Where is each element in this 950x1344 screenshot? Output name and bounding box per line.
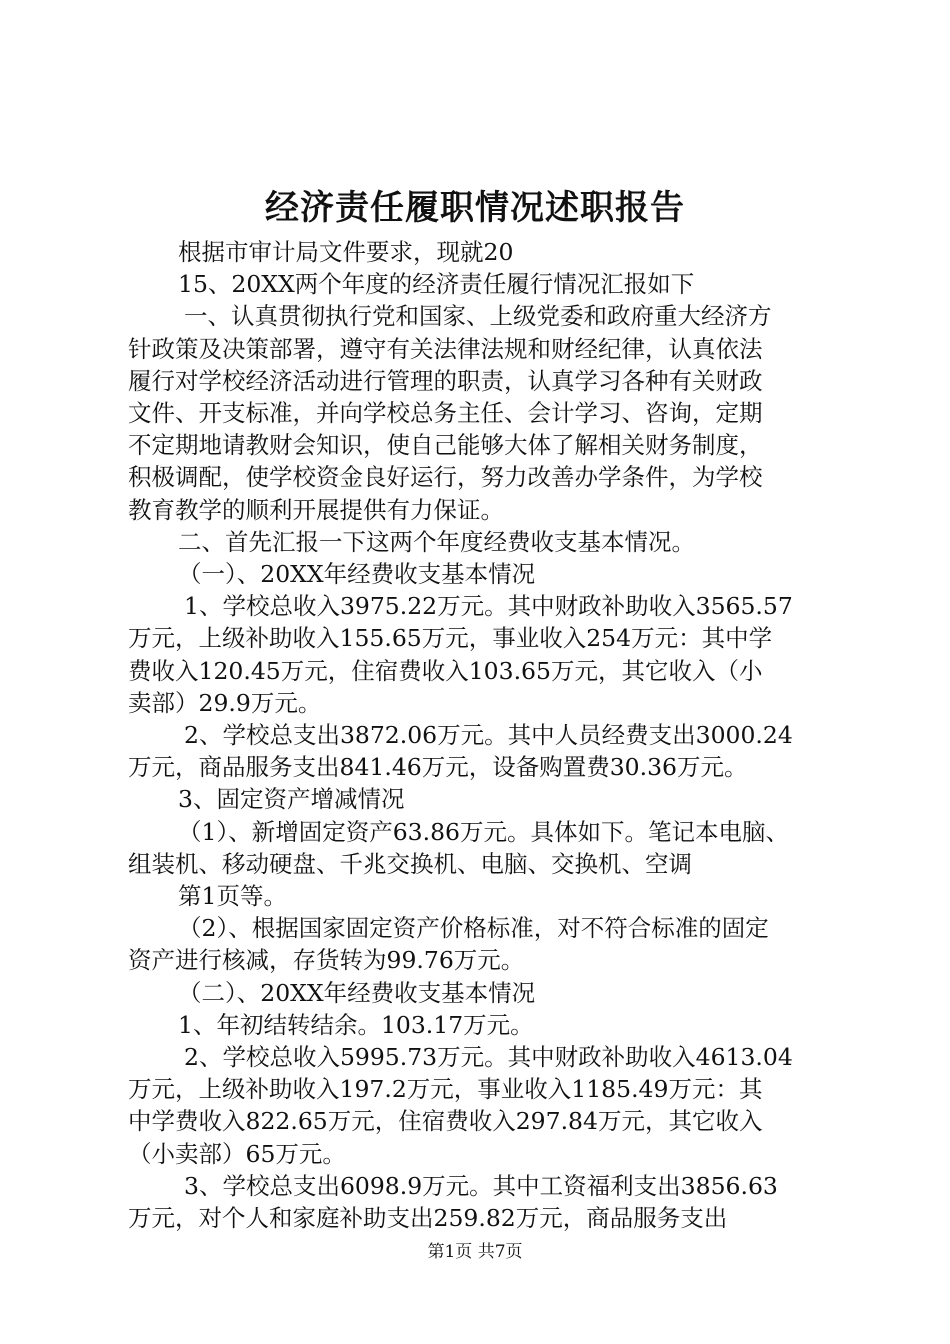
page-footer: 第1页 共7页 xyxy=(427,1242,523,1262)
body-line: 不定期地请教财会知识，使自己能够大体了解相关财务制度， xyxy=(128,431,763,460)
body-line: 费收入120.45万元，住宿费收入103.65万元，其它收入（小 xyxy=(128,656,763,685)
body-line: 1、年初结转结余。103.17万元。 xyxy=(178,1010,534,1039)
body-line: （二）、20XX年经费收支基本情况 xyxy=(178,978,536,1007)
body-line: （1）、新增固定资产63.86万元。具体如下。笔记本电脑、 xyxy=(178,817,789,846)
body-line: 卖部）29.9万元。 xyxy=(128,688,322,717)
body-line: 万元，上级补助收入155.65万元，事业收入254万元：其中学 xyxy=(128,624,773,653)
body-line: 万元，商品服务支出841.46万元，设备购置费30.36万元。 xyxy=(128,753,748,782)
body-line: 万元，对个人和家庭补助支出259.82万元，商品服务支出 xyxy=(128,1204,728,1233)
body-line: （小卖部）65万元。 xyxy=(128,1139,346,1168)
body-line: 2、学校总支出3872.06万元。其中人员经费支出3000.24 xyxy=(184,721,793,750)
body-line: 3、学校总支出6098.9万元。其中工资福利支出3856.63 xyxy=(184,1171,778,1200)
body-line: 15、20XX两个年度的经济责任履行情况汇报如下 xyxy=(178,270,695,299)
body-line: 2、学校总收入5995.73万元。其中财政补助收入4613.04 xyxy=(184,1043,793,1072)
body-line: 履行对学校经济活动进行管理的职责，认真学习各种有关财政 xyxy=(128,366,763,395)
body-line: 第1页等。 xyxy=(178,882,287,911)
body-line: 教育教学的顺利开展提供有力保证。 xyxy=(128,495,504,524)
document-title: 经济责任履职情况述职报告 xyxy=(265,188,685,228)
body-line: 二、首先汇报一下这两个年度经费收支基本情况。 xyxy=(178,527,695,556)
body-line: 3、固定资产增减情况 xyxy=(178,785,405,814)
body-line: （一）、20XX年经费收支基本情况 xyxy=(178,560,536,589)
body-line: 针政策及决策部署，遵守有关法律法规和财经纪律，认真依法 xyxy=(128,334,763,363)
document-body xyxy=(128,236,840,1234)
body-line: 一、认真贯彻执行党和国家、上级党委和政府重大经济方 xyxy=(184,302,772,331)
body-line: 中学费收入822.65万元，住宿费收入297.84万元，其它收入 xyxy=(128,1107,763,1136)
body-line: 根据市审计局文件要求，现就20 xyxy=(178,238,514,266)
body-line: （2）、根据国家固定资产价格标准，对不符合标准的固定 xyxy=(178,914,769,943)
body-line: 组装机、移动硬盘、千兆交换机、电脑、交换机、空调 xyxy=(128,849,692,878)
body-line: 1、学校总收入3975.22万元。其中财政补助收入3565.57 xyxy=(184,592,793,621)
body-line: 资产进行核减，存货转为99.76万元。 xyxy=(128,946,525,975)
body-line: 积极调配，使学校资金良好运行，努力改善办学条件，为学校 xyxy=(128,463,763,492)
body-line: 万元，上级补助收入197.2万元，事业收入1185.49万元：其 xyxy=(128,1075,763,1104)
body-line: 文件、开支标准，并向学校总务主任、会计学习、咨询，定期 xyxy=(128,399,763,428)
